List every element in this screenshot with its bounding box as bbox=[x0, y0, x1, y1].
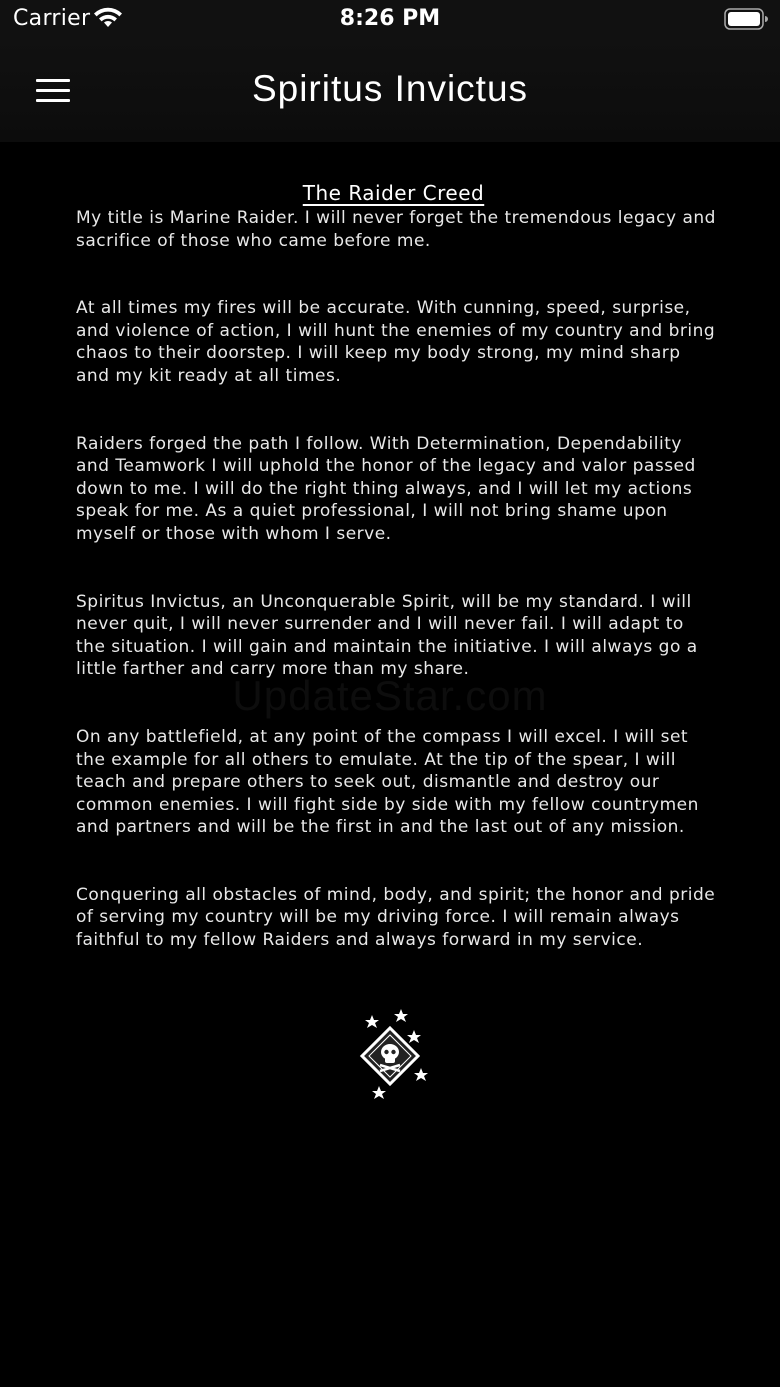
creed-title: The Raider Creed bbox=[302, 181, 485, 205]
carrier-label: Carrier bbox=[13, 6, 91, 31]
status-bar bbox=[0, 0, 780, 40]
creed-paragraph: At all times my fires will be accurate. With cunning, speed, surprise, and violence of action, I will hunt the enemies of my country and bring chaos to their doorstep. I will keep my body strong, my mind sharp and my kit ready at all times. bbox=[76, 298, 716, 386]
creed-paragraph: Raiders forged the path I follow. With Determination, Dependability and Teamwork I will uphold the honor of the legacy and valor passed down to me. I will do the right thing always, and I will let my actions speak for me. As a quiet professional, I will not bring shame upon myself or those with whom I serve. bbox=[76, 433, 696, 544]
navigation-bar bbox=[0, 40, 780, 142]
status-time: 8:26 PM bbox=[339, 6, 441, 31]
battery-icon bbox=[724, 8, 768, 30]
raider-skull-diamond-emblem-icon bbox=[350, 1006, 430, 1102]
creed-content bbox=[76, 180, 716, 997]
watermark: UpdateStar.com bbox=[232, 672, 548, 719]
creed-paragraph: Spiritus Invictus, an Unconquerable Spirit, will be my standard. I will never quit, I will never surrender and I will never fail. I will adapt to the situation. I will gain and maintain the initiative. I will always go a little farther and carry more than my share. bbox=[76, 591, 698, 680]
creed-paragraph: Conquering all obstacles of mind, body, and spirit; the honor and pride of serving my country will be my driving force. I will remain always faithful to my fellow Raiders and always forward in my service. bbox=[76, 884, 716, 951]
creed-paragraph: My title is Marine Raider. I will never forget the tremendous legacy and sacrifice of those who came before me. bbox=[76, 208, 716, 251]
page-title: Spiritus Invictus bbox=[251, 68, 529, 109]
creed-paragraph: On any battlefield, at any point of the compass I will excel. I will set the example for all others to emulate. At the tip of the spear, I will teach and prepare others to seek out, dismantle and destroy our common enemies. I will fight side by side with my fellow countrymen and partners and will be the first in and the last out of any mission. bbox=[76, 726, 699, 838]
